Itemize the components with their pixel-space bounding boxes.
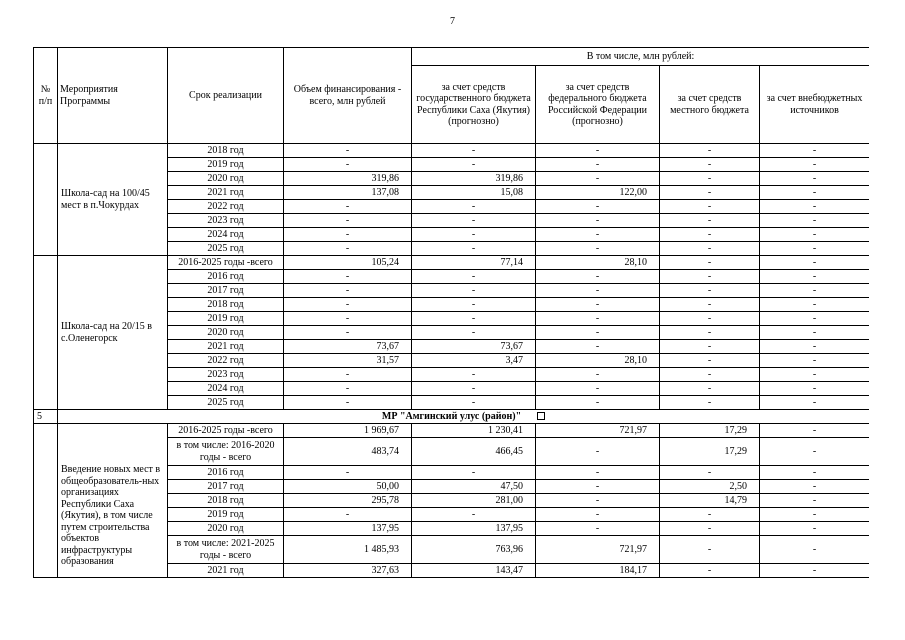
period-cell: 2024 год [168,228,284,242]
federal-cell: - [536,522,660,536]
total-cell: 31,57 [284,354,412,368]
extra-cell: - [760,214,870,228]
period-cell: 2017 год [168,284,284,298]
local-cell: - [660,200,760,214]
state-cell: 281,00 [412,494,536,508]
checkbox-glyph-icon [537,412,545,420]
total-cell: 327,63 [284,564,412,578]
period-cell: 2018 год [168,144,284,158]
local-cell: - [660,340,760,354]
extra-cell: - [760,466,870,480]
state-cell: 319,86 [412,172,536,186]
total-cell: - [284,298,412,312]
federal-cell: - [536,144,660,158]
header-local: за счет средств местного бюджета [660,66,760,144]
extra-cell: - [760,564,870,578]
period-cell: 2019 год [168,158,284,172]
total-cell: 50,00 [284,480,412,494]
table-row [34,144,870,158]
total-cell: - [284,242,412,256]
local-cell: - [660,284,760,298]
event-name: Школа-сад на 100/45 мест в п.Чокурдах [58,144,168,256]
total-cell: 137,95 [284,522,412,536]
local-cell: - [660,172,760,186]
event-name: Школа-сад на 20/15 в с.Оленегорск [58,256,168,410]
extra-cell: - [760,158,870,172]
extra-cell: - [760,522,870,536]
table-row [34,424,870,438]
total-cell: - [284,214,412,228]
local-cell: - [660,158,760,172]
period-cell: 2017 год [168,480,284,494]
local-cell: - [660,144,760,158]
period-cell: в том числе: 2021-2025 годы - всего [168,536,284,564]
federal-cell: - [536,340,660,354]
total-cell: - [284,270,412,284]
period-cell: 2019 год [168,312,284,326]
federal-cell: - [536,368,660,382]
total-cell: - [284,284,412,298]
local-cell: 2,50 [660,480,760,494]
federal-cell: 28,10 [536,354,660,368]
federal-cell: - [536,466,660,480]
extra-cell: - [760,494,870,508]
local-cell: - [660,382,760,396]
row-index [34,424,58,578]
state-cell: 77,14 [412,256,536,270]
period-cell: 2016-2025 годы -всего [168,256,284,270]
federal-cell: 184,17 [536,564,660,578]
local-cell: - [660,508,760,522]
section-index: 5 [34,410,58,424]
extra-cell: - [760,228,870,242]
extra-cell: - [760,312,870,326]
federal-cell: 122,00 [536,186,660,200]
extra-cell: - [760,172,870,186]
extra-cell: - [760,536,870,564]
total-cell: 319,86 [284,172,412,186]
period-cell: 2016 год [168,270,284,284]
local-cell: - [660,522,760,536]
state-cell: - [412,396,536,410]
state-cell: - [412,144,536,158]
extra-cell: - [760,396,870,410]
extra-cell: - [760,186,870,200]
event-name: Введение новых мест в общеобразователь-ных организациях Республики Саха (Якутия), в том числе путем строительства объектов инфраструктуры образования [58,424,168,578]
state-cell: 137,95 [412,522,536,536]
header-total: Объем финансирования - всего, млн рублей [284,48,412,144]
funding-table [33,47,869,578]
extra-cell: - [760,298,870,312]
state-cell: 763,96 [412,536,536,564]
total-cell: 483,74 [284,438,412,466]
period-cell: 2016 год [168,466,284,480]
header-federal: за счет средств федерального бюджета Российской Федерации (прогнозно) [536,66,660,144]
state-cell: - [412,368,536,382]
federal-cell: - [536,298,660,312]
local-cell: - [660,466,760,480]
local-cell: - [660,312,760,326]
state-cell: - [412,270,536,284]
local-cell: - [660,270,760,284]
period-cell: 2023 год [168,368,284,382]
total-cell: - [284,508,412,522]
federal-cell: - [536,172,660,186]
extra-cell: - [760,200,870,214]
local-cell: - [660,242,760,256]
local-cell: - [660,564,760,578]
total-cell: 73,67 [284,340,412,354]
period-cell: 2025 год [168,396,284,410]
table-row [34,256,870,270]
state-cell: - [412,200,536,214]
header-row-1 [34,48,870,66]
federal-cell: - [536,158,660,172]
header-extra: за счет внебюджетных источников [760,66,870,144]
federal-cell: - [536,214,660,228]
extra-cell: - [760,326,870,340]
extra-cell: - [760,382,870,396]
local-cell: 14,79 [660,494,760,508]
period-cell: 2018 год [168,494,284,508]
state-cell: 15,08 [412,186,536,200]
total-cell: 1 485,93 [284,536,412,564]
section-row [34,410,870,424]
period-cell: 2025 год [168,242,284,256]
total-cell: - [284,228,412,242]
total-cell: 295,78 [284,494,412,508]
state-cell: - [412,466,536,480]
period-cell: 2024 год [168,382,284,396]
total-cell: 137,08 [284,186,412,200]
extra-cell: - [760,284,870,298]
extra-cell: - [760,354,870,368]
row-index [34,144,58,256]
extra-cell: - [760,368,870,382]
federal-cell: - [536,508,660,522]
state-cell: - [412,228,536,242]
total-cell: - [284,368,412,382]
federal-cell: - [536,480,660,494]
state-cell: - [412,508,536,522]
total-cell: - [284,396,412,410]
extra-cell: - [760,144,870,158]
total-cell: - [284,144,412,158]
total-cell: 1 969,67 [284,424,412,438]
total-cell: - [284,200,412,214]
header-num: № п/п [34,48,58,144]
local-cell: - [660,228,760,242]
state-cell: 73,67 [412,340,536,354]
total-cell: 105,24 [284,256,412,270]
local-cell: - [660,186,760,200]
federal-cell: - [536,438,660,466]
period-cell: в том числе: 2016-2020 годы - всего [168,438,284,466]
state-cell: 3,47 [412,354,536,368]
header-period: Срок реализации [168,48,284,144]
federal-cell: 721,97 [536,536,660,564]
period-cell: 2021 год [168,564,284,578]
local-cell: - [660,214,760,228]
federal-cell: - [536,312,660,326]
extra-cell: - [760,424,870,438]
period-cell: 2021 год [168,340,284,354]
section-title [58,410,870,424]
state-cell: 143,47 [412,564,536,578]
period-cell: 2022 год [168,200,284,214]
federal-cell: - [536,242,660,256]
local-cell: - [660,298,760,312]
total-cell: - [284,326,412,340]
header-group: В том числе, млн рублей: [412,48,870,66]
extra-cell: - [760,480,870,494]
header-state: за счет средств государственного бюджета Республики Саха (Якутия) (прогнозно) [412,66,536,144]
federal-cell: 28,10 [536,256,660,270]
extra-cell: - [760,508,870,522]
extra-cell: - [760,242,870,256]
local-cell: 17,29 [660,424,760,438]
federal-cell: - [536,270,660,284]
period-cell: 2020 год [168,522,284,536]
state-cell: - [412,214,536,228]
extra-cell: - [760,270,870,284]
period-cell: 2016-2025 годы -всего [168,424,284,438]
total-cell: - [284,466,412,480]
state-cell: 1 230,41 [412,424,536,438]
federal-cell: 721,97 [536,424,660,438]
state-cell: - [412,242,536,256]
period-cell: 2020 год [168,172,284,186]
extra-cell: - [760,340,870,354]
total-cell: - [284,382,412,396]
period-cell: 2023 год [168,214,284,228]
row-index [34,256,58,410]
period-cell: 2022 год [168,354,284,368]
state-cell: - [412,158,536,172]
state-cell: - [412,326,536,340]
header-event: Мероприятия Программы [58,48,168,144]
local-cell: - [660,256,760,270]
federal-cell: - [536,284,660,298]
period-cell: 2020 год [168,326,284,340]
federal-cell: - [536,382,660,396]
extra-cell: - [760,256,870,270]
local-cell: - [660,536,760,564]
state-cell: - [412,312,536,326]
local-cell: - [660,326,760,340]
funding-table-container [33,47,869,596]
state-cell: - [412,298,536,312]
local-cell: - [660,396,760,410]
state-cell: 47,50 [412,480,536,494]
period-cell: 2021 год [168,186,284,200]
period-cell: 2019 год [168,508,284,522]
local-cell: 17,29 [660,438,760,466]
federal-cell: - [536,494,660,508]
local-cell: - [660,368,760,382]
section-title-text: МР "Амгинский улус (район)" [381,410,522,422]
state-cell: - [412,382,536,396]
state-cell: - [412,284,536,298]
page-number: 7 [450,16,455,27]
total-cell: - [284,312,412,326]
federal-cell: - [536,228,660,242]
period-cell: 2018 год [168,298,284,312]
federal-cell: - [536,326,660,340]
state-cell: 466,45 [412,438,536,466]
total-cell: - [284,158,412,172]
federal-cell: - [536,200,660,214]
federal-cell: - [536,396,660,410]
extra-cell: - [760,438,870,466]
local-cell: - [660,354,760,368]
